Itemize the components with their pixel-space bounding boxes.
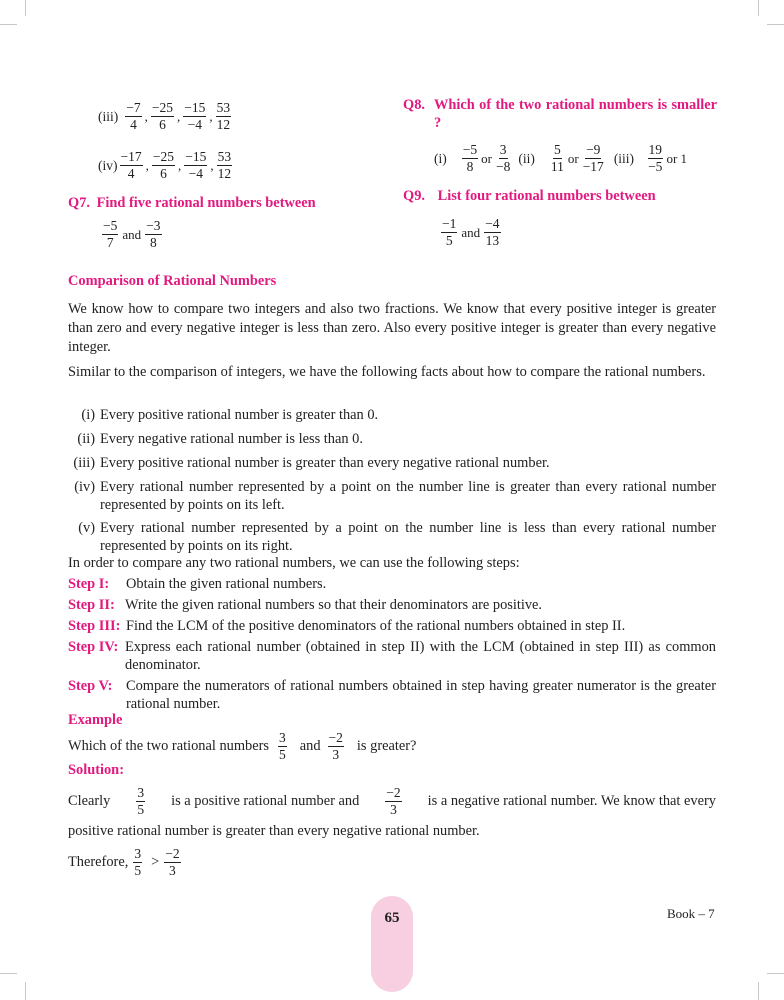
list-item: (iv) Every rational number represented by a point on the number line is greater than every rational number represented by points on its left. [74, 479, 716, 513]
fraction: $\frac{-2}{3}$ [165, 846, 180, 879]
crop-mark-bottom-left-h [0, 973, 17, 974]
solution-heading: Solution: [68, 762, 124, 778]
example-question: Which of the two rational numbers $\frac{3}{5}$ and $\frac{-2}{3}$ is greater? [68, 730, 417, 763]
q7-math: $\frac{-5}{7}$ and $\frac{-3}{8}$ [103, 218, 161, 251]
fraction: $\frac{-17}{4}$ [120, 149, 142, 182]
crop-mark-top-left-v [25, 0, 26, 16]
fraction: $\frac{-25}{6}$ [151, 100, 173, 133]
question-text: List four rational numbers between [437, 188, 656, 204]
question-number: Q9. [403, 188, 425, 204]
list-item: (iii) Every positive rational number is greater than every negative rational number. [73, 455, 550, 471]
fraction: $\frac{53}{12}$ [217, 149, 232, 182]
fraction: $\frac{-3}{8}$ [146, 218, 161, 251]
step-item: Step III: Find the LCM of the positive denominators of the rational numbers obtained in step II. [68, 618, 626, 634]
question-q8 [403, 96, 717, 132]
crop-mark-bottom-right-h [767, 973, 784, 974]
crop-mark-top-right-h [767, 24, 784, 25]
fraction: $\frac{-5}{7}$ [103, 218, 118, 251]
q9-math: $\frac{-1}{5}$ and $\frac{-4}{13}$ [442, 216, 500, 249]
question-text: Which of the two rational numbers is smaller ? [434, 97, 717, 131]
list-item: (v) Every rational number represented by a point on the number line is less than every rational number represented by points on its right. [78, 520, 716, 554]
fraction: $\frac{3}{5}$ [279, 730, 286, 763]
fraction: $\frac{-2}{3}$ [386, 785, 401, 818]
fraction: $\frac{53}{12}$ [216, 100, 231, 133]
fraction: $\frac{3}{5}$ [134, 846, 142, 879]
section-lead: Similar to the comparison of integers, we have the following facts about how to compare the rational numbers. [68, 364, 706, 380]
example-heading: Example [68, 712, 123, 728]
solution-line-2: positive rational number is greater than every negative rational number. [68, 823, 480, 839]
fraction: $\frac{-9}{-17}$ [582, 142, 604, 175]
fraction: $\frac{-15}{-4}$ [185, 149, 207, 182]
crop-mark-top-left-h [0, 24, 17, 25]
question-number: Q7. [68, 195, 90, 211]
fraction: $\frac{-1}{5}$ [442, 216, 457, 249]
fraction: $\frac{-5}{8}$ [462, 142, 478, 175]
steps-lead: In order to compare any two rational numbers, we can use the following steps: [68, 555, 520, 571]
item-label: (iii) [98, 108, 119, 124]
item-label: (iv) [98, 157, 118, 173]
facts-list [68, 406, 716, 555]
q8-parts: (i) $\frac{-5}{8}$ or $\frac{3}{-8}$ (ii) $\frac{5}{11}$ or $\frac{-9}{-17}$ (iii) $\frac{19}{-5}$ or 1 [434, 142, 688, 175]
step-item: Step I: Obtain the given rational numbers. [68, 576, 327, 592]
book-label: Book – 7 [667, 906, 715, 921]
step-item: Step II: Write the given rational numbers so that their denominators are positive. [68, 597, 543, 613]
question-text: Find five rational numbers between [96, 195, 316, 211]
list-item: (ii) Every negative rational number is less than 0. [77, 431, 363, 447]
fraction: $\frac{-2}{3}$ [328, 730, 343, 763]
page-number-badge [371, 896, 413, 992]
question-number: Q8. [403, 97, 425, 113]
exercise-item-iv: (iv) $\frac{-17}{4}$ , $\frac{-25}{6}$ , $\frac{-15}{-4}$ , $\frac{53}{12}$ [98, 149, 232, 182]
section-heading: Comparison of Rational Numbers [68, 273, 277, 289]
fraction: $\frac{3}{5}$ [137, 785, 145, 818]
list-item: (i) Every positive rational number is greater than 0. [81, 407, 379, 423]
fraction: $\frac{-15}{-4}$ [184, 100, 206, 133]
therefore-line: Therefore, $\frac{3}{5}$ > $\frac{-2}{3}$ [68, 846, 180, 879]
step-item: Step V: Compare the numerators of rational numbers obtained in step having greater numerator is the greater rational number. [68, 678, 716, 712]
fraction: $\frac{-25}{6}$ [152, 149, 174, 182]
steps-list [68, 575, 716, 713]
fraction: $\frac{19}{-5}$ [648, 142, 663, 175]
question-q7 [68, 195, 316, 212]
exercise-item-iii: (iii) $\frac{-7}{4}$ , $\frac{-25}{6}$ , $\frac{-15}{-4}$ , $\frac{53}{12}$ [98, 100, 231, 133]
solution-line-1: Clearly $\frac{3}{5}$ is a positive rational number and $\frac{-2}{3}$ is a negative rational number. We know that every [68, 785, 716, 818]
question-q9 [403, 188, 656, 205]
crop-mark-bottom-right-v [758, 982, 759, 1000]
fraction: $\frac{-4}{13}$ [485, 216, 500, 249]
page-number: 65 [384, 910, 400, 926]
fraction: $\frac{3}{-8}$ [495, 142, 511, 175]
fraction: $\frac{-7}{4}$ [126, 100, 141, 133]
fraction: $\frac{5}{11}$ [550, 142, 564, 175]
crop-mark-bottom-left-v [25, 982, 26, 1000]
crop-mark-top-right-v [758, 0, 759, 16]
section-intro: We know how to compare two integers and also two fractions. We know that every positive integer is greater than zero and every negative integer is less than zero. Also every positive integer is greater than every negative integer. [68, 301, 716, 355]
step-item: Step IV: Express each rational number (obtained in step II) with the LCM (obtained in step III) as common denominator. [68, 639, 716, 673]
